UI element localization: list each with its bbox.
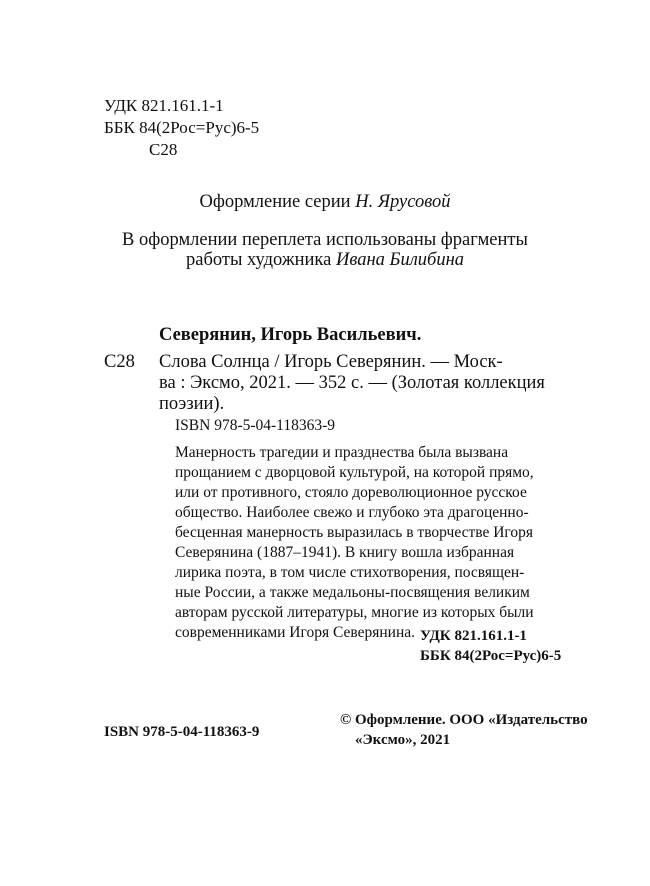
bib-line-1: Слова Солнца / Игорь Северянин. — Моск- [159,352,503,372]
binding-artist: Ивана Билибина [335,250,464,270]
annotation-line: лирика поэта, в том числе стихотворения, посвящен- [175,564,525,581]
annotation-line: бесценная манерность выразилась в творчестве Игоря [175,524,534,541]
udk-top: УДК 821.161.1-1 [104,96,224,115]
annotation-line: или от противного, стояло дореволюционное русское [175,484,527,501]
isbn-footer: ISBN 978-5-04-118363-9 [104,724,260,740]
copyright-line-1: © Оформление. ООО «Издательство [340,712,588,728]
udk-card: УДК 821.161.1-1 [420,628,527,644]
bib-line-2: ва : Эксмо, 2021. — 352 с. — (Золотая коллекция [159,373,545,393]
annotation-line: ные России, а также медальоны-посвящения великим [175,584,530,601]
annotation-line: авторам русской литературы, многие из которых были [175,604,534,621]
series-design-credit [0,192,650,213]
copyright-line-2: «Эксмо», 2021 [355,732,451,748]
binding-credit-prefix: работы художника [185,250,332,270]
annotation-line: прощанием с дворцовой культурой, на которой прямо, [175,464,534,481]
series-designer: Н. Ярусовой [355,192,451,212]
annotation-line: общество. Наиболее свежо и глубоко эта драгоценно- [175,504,529,521]
author-heading: Северянин, Игорь Васильевич. [159,325,422,345]
annotation-line: Манерность трагедии и празднества была вызвана [175,444,509,461]
annotation-line: Северянина (1887–1941). В книгу вошла избранная [175,544,515,561]
annotation-line: современниками Игоря Северянина. [175,624,416,641]
bib-line-3: поэзии). [159,394,225,414]
annotation [175,443,575,643]
author-mark-top: С28 [149,140,178,159]
binding-credit-line1: В оформлении переплета использованы фрагменты [122,230,528,250]
author-mark: С28 [104,352,135,372]
bbk-card: ББК 84(2Рос=Рус)6-5 [420,648,562,664]
binding-credit-line2 [0,250,650,271]
bbk-top: ББК 84(2Рос=Рус)6-5 [104,118,260,137]
series-design-prefix: Оформление серии [199,192,351,212]
isbn-entry: ISBN 978-5-04-118363-9 [175,417,336,434]
